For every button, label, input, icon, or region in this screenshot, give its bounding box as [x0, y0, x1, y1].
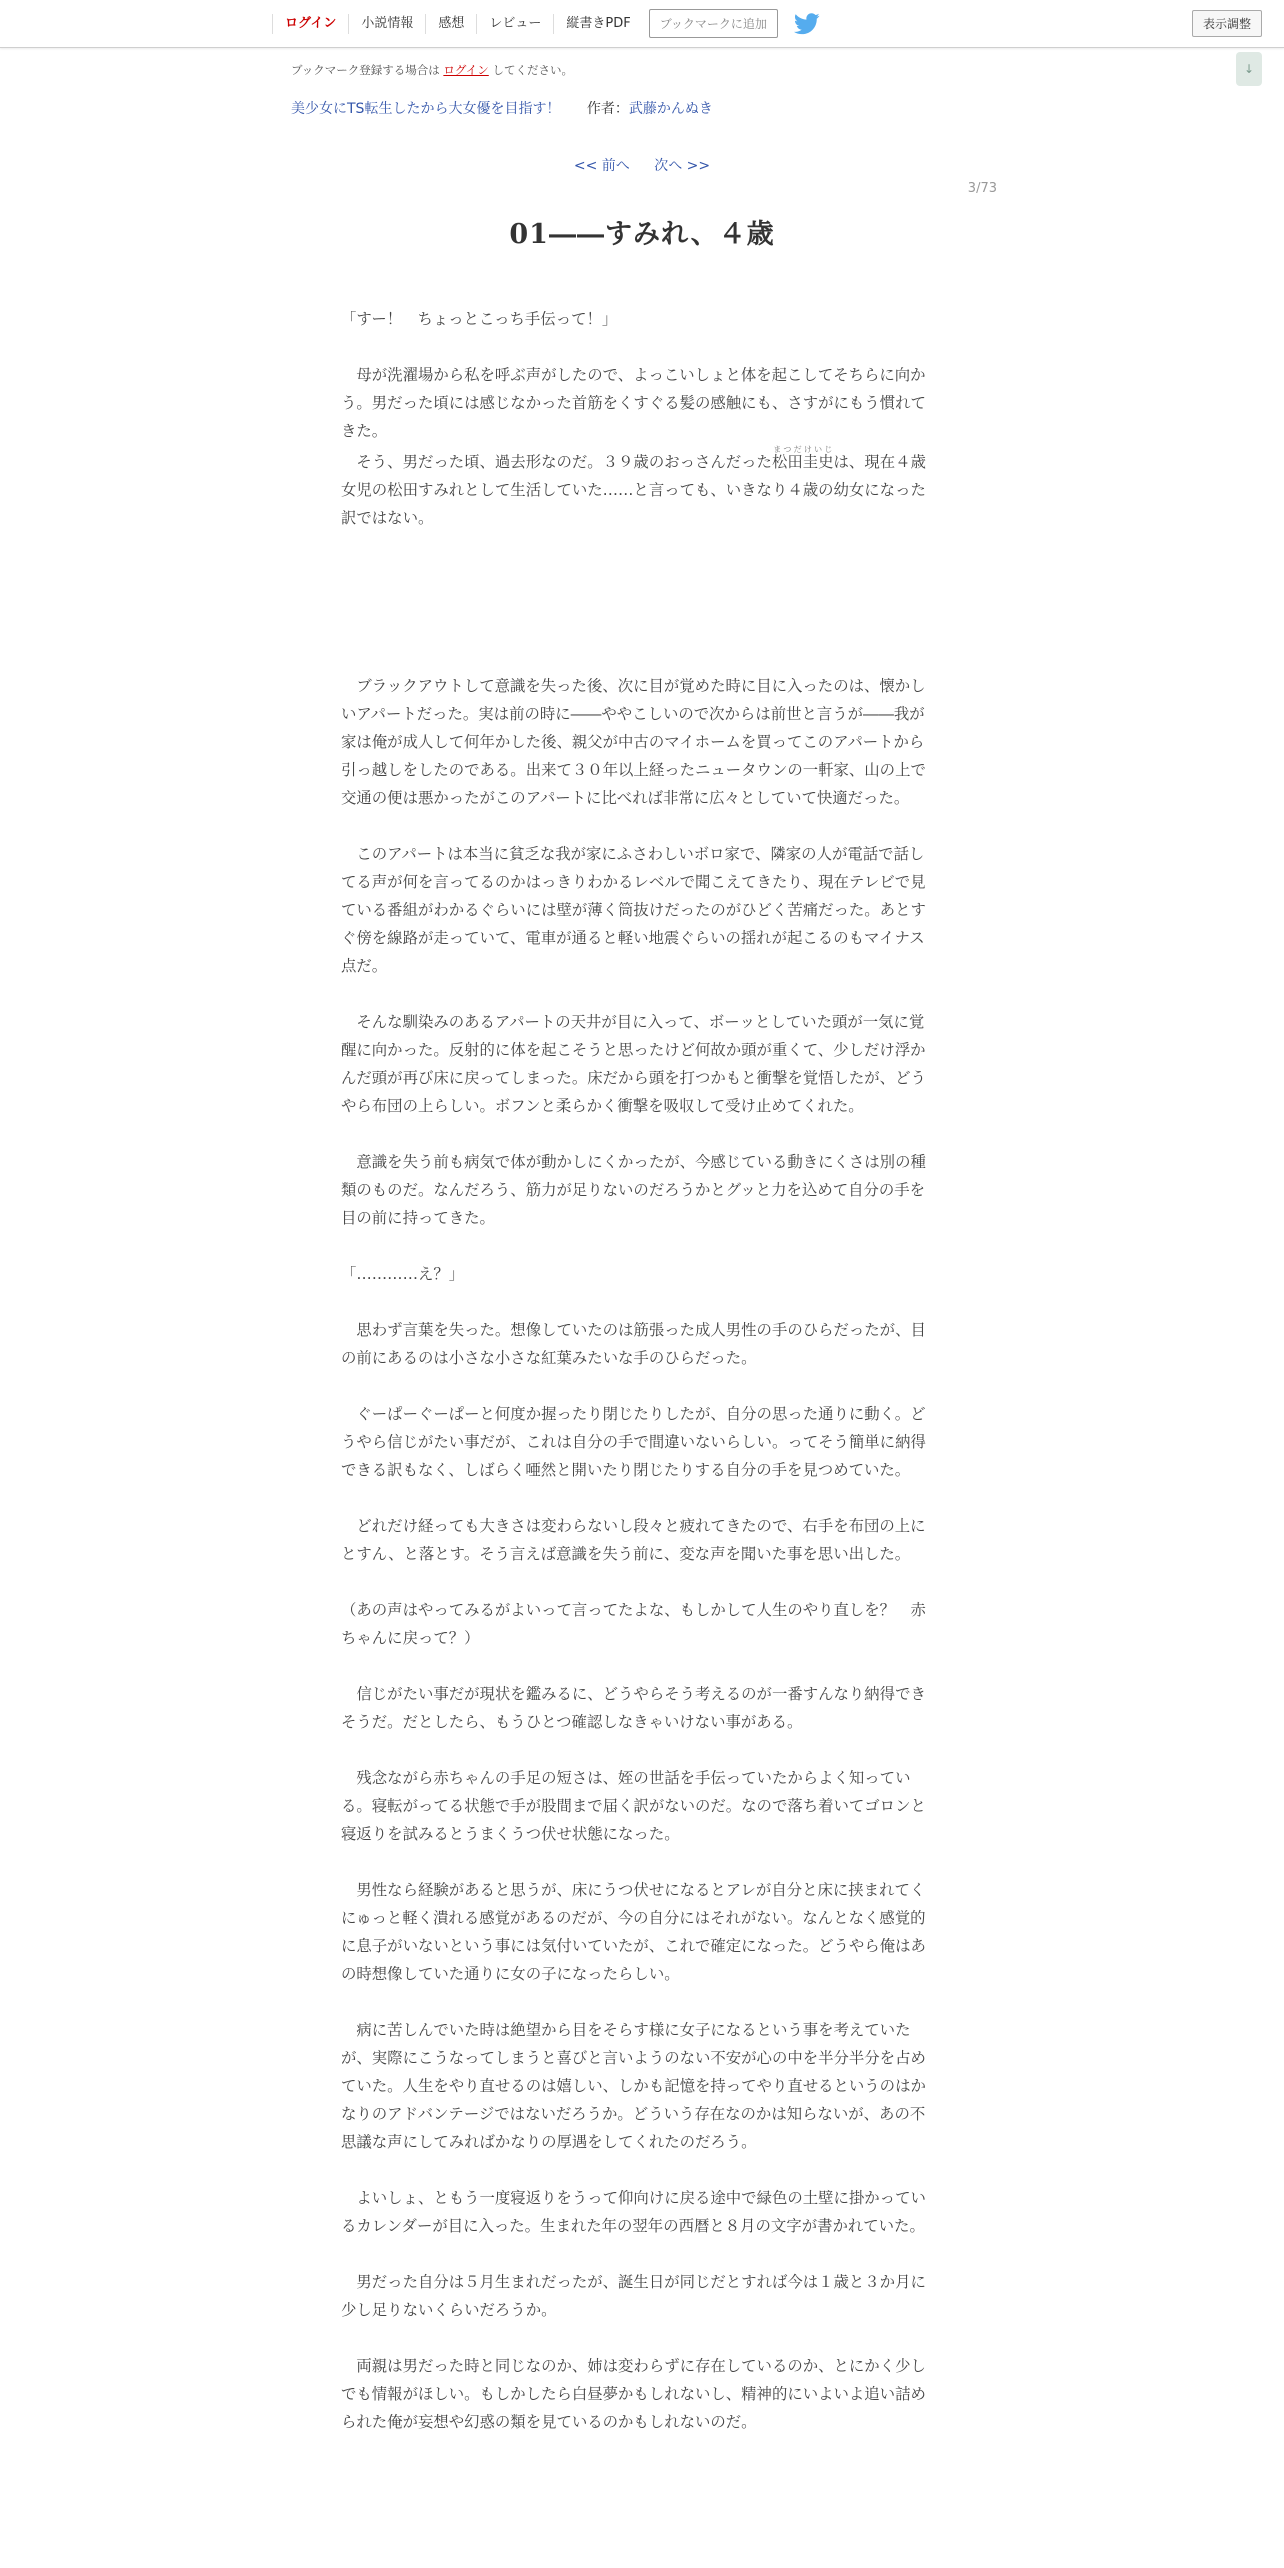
body-paragraph: 両親は男だった時と同じなのか、姉は変わらずに存在しているのか、とにかく少しでも情報がほしい。もしかしたら白昼夢かもしれないし、精神的にいよいよ追い詰められた俺が妄想や幻惑の類を見ているのかもしれないのだ。	[341, 2357, 926, 2431]
body-paragraph: 母が洗濯場から私を呼ぶ声がしたので、よっこいしょと体を起こしてそちらに向かう。男だった頃には感じなかった首筋をくすぐる髪の感触にも、さすがにもう慣れてきた。	[341, 366, 926, 440]
body-paragraph: 残念ながら赤ちゃんの手足の短さは、姪の世話を手伝っていたからよく知っている。寝転がってる状態で手が股間まで届く訳がないのだ。なので落ち着いてゴロンと寝返りを試みるとうまくうつ伏せ状態になった。	[341, 1769, 926, 1843]
body-paragraph: ブラックアウトして意識を失った後、次に目が覚めた時に目に入ったのは、懐かしいアパートだった。実は前の時に――ややこしいので次からは前世と言うが――我が家は俺が成人して何年かした後、親父が中古のマイホームを買ってこのアパートから引っ越しをしたのである。出来て３０年以上経ったニュータウンの一軒家、山の上で交通の便は悪かったがこのアパートに比べれば非常に広々としていて快適だった。	[341, 677, 926, 807]
login-notice-before: ブックマーク登録する場合は	[291, 63, 440, 77]
body-paragraph: 信じがたい事だが現状を鑑みるに、どうやらそう考えるのが一番すんなり納得できそうだ。だとしたら、もうひとつ確認しなきゃいけない事がある。	[341, 1685, 926, 1731]
body-paragraph: 思わず言葉を失った。想像していたのは筋張った成人男性の手のひらだったが、目の前にあるのは小さな小さな紅葉みたいな手のひらだった。	[341, 1321, 926, 1367]
page-count: 3/73	[967, 181, 997, 196]
section-spacer	[341, 560, 937, 616]
chapter-title: 01――すみれ、４歳	[509, 219, 775, 250]
body-paragraph: 病に苦しんでいた時は絶望から目をそらす様に女子になるという事を考えていたが、実際にこうなってしまうと喜びと言いようのない不安が心の中を半分半分を占めていた。人生をやり直せるのは嬉しい、しかも記憶を持ってやり直せるというのはかなりのアドバンテージではないだろうか。どういう存在なのかは知らないが、あの不思議な声にしてみればかなりの厚遇をしてくれたのだろう。	[341, 2021, 926, 2151]
body-paragraph: 男性なら経験があると思うが、床にうつ伏せになるとアレが自分と床に挟まれてくにゅっと軽く潰れる感覚があるのだが、今の自分にはそれがない。なんとなく感覚的に息子がいないという事には気付いていたが、これで確定になった。どうやら俺はあの時想像していた通りに女の子になったらしい。	[341, 1881, 926, 1983]
body-paragraph: 意識を失う前も病気で体が動かしにくかったが、今感じている動きにくさは別の種類のものだ。なんだろう、筋力が足りないのだろうかとグッと力を込めて自分の手を目の前に持ってきた。	[341, 1153, 926, 1227]
body-text: そう、男だった頃、過去形なのだ。３９歳のおっさんだった	[341, 453, 772, 471]
body-paragraph: このアパートは本当に貧乏な我が家にふさわしいボロ家で、隣家の人が電話で話してる声が何を言ってるのかはっきりわかるレベルで聞こえてきたり、現在テレビで見ている番組がわかるぐらいには壁が薄く筒抜けだったのがひどく苦痛だった。あとすぐ傍を線路が走っていて、電車が通ると軽い地震ぐらいの揺れが起こるのもマイナス点だ。	[341, 845, 926, 975]
next-page-link[interactable]: 次へ >>	[654, 158, 711, 174]
review-link[interactable]: レビュー	[476, 14, 553, 34]
top-header	[0, 0, 1284, 48]
body-paragraph: そんな馴染みのあるアパートの天井が目に入って、ボーッとしていた頭が一気に覚醒に向かった。反射的に体を起こそうと思ったけど何故か頭が重くて、少しだけ浮かんだ頭が再び床に戻ってしまった。床だから頭を打つかもと衝撃を覚悟したが、どうやら布団の上らしい。ボフンと柔らかく衝撃を吸収して受け止めてくれた。	[341, 1013, 926, 1115]
novel-info-link[interactable]: 小説情報	[348, 14, 425, 34]
impressions-link[interactable]: 感想	[425, 14, 476, 34]
ruby-name: 松田圭史まつだけいじ	[771, 445, 834, 471]
twitter-bird-icon[interactable]	[794, 13, 820, 35]
prev-page-link[interactable]: << 前へ	[573, 158, 630, 174]
header-nav	[272, 0, 820, 47]
login-notice-after: してください。	[492, 63, 573, 77]
author-link[interactable]: 武藤かんぬき	[628, 101, 713, 117]
bookmark-login-notice	[291, 62, 573, 78]
body-paragraph: （あの声はやってみるがよいって言ってたよな、もしかして人生のやり直しを？ 赤ちゃんに戻って？）	[341, 1601, 926, 1647]
body-paragraph: 「…………え？」	[341, 1265, 465, 1283]
body-paragraph	[341, 445, 937, 532]
body-paragraph: どれだけ経っても大きさは変わらないし段々と疲れてきたので、右手を布団の上にとすん、と落とす。そう言えば意識を失う前に、変な声を聞いた事を思い出した。	[341, 1517, 926, 1563]
login-link[interactable]: ログイン	[272, 14, 348, 34]
body-paragraph: ぐーぱーぐーぱーと何度か握ったり閉じたりしたが、自分の思った通りに動く。どうやら信じがたい事だが、これは自分の手で間違いないらしい。ってそう簡単に納得できる訳もなく、しばらく唖然と開いたり閉じたりする自分の手を見つめていた。	[341, 1405, 926, 1479]
scroll-down-button[interactable]: ↓	[1236, 52, 1262, 86]
chapter-pager	[0, 155, 1284, 175]
vertical-pdf-link[interactable]: 縦書きPDF	[553, 14, 642, 34]
display-adjust-button[interactable]: 表示調整	[1192, 10, 1262, 37]
novel-info-bar	[291, 98, 713, 118]
body-paragraph: よいしょ、ともう一度寝返りをうって仰向けに戻る途中で緑色の土壁に掛かっているカレンダーが目に入った。生まれた年の翌年の西暦と８月の文字が書かれていた。	[341, 2189, 926, 2235]
body-paragraph: 男だった自分は５月生まれだったが、誕生日が同じだとすれば今は１歳と３か月に少し足りないくらいだろうか。	[341, 2273, 926, 2319]
body-paragraph: 「すー！ ちょっとこっち手伝って！」	[341, 310, 618, 328]
section-spacer	[341, 616, 937, 672]
author-label: 作者：	[586, 101, 629, 117]
add-bookmark-button[interactable]: ブックマークに追加	[649, 9, 778, 38]
login-notice-link[interactable]: ログイン	[443, 63, 489, 77]
novel-body	[341, 305, 937, 2464]
novel-title-link[interactable]: 美少女にTS転生したから大女優を目指す！	[291, 101, 561, 117]
body-text: は、現在４歳女児の松田すみれとして生活していた……と言っても、いきなり４歳の幼女になった訳ではない。	[341, 453, 926, 527]
